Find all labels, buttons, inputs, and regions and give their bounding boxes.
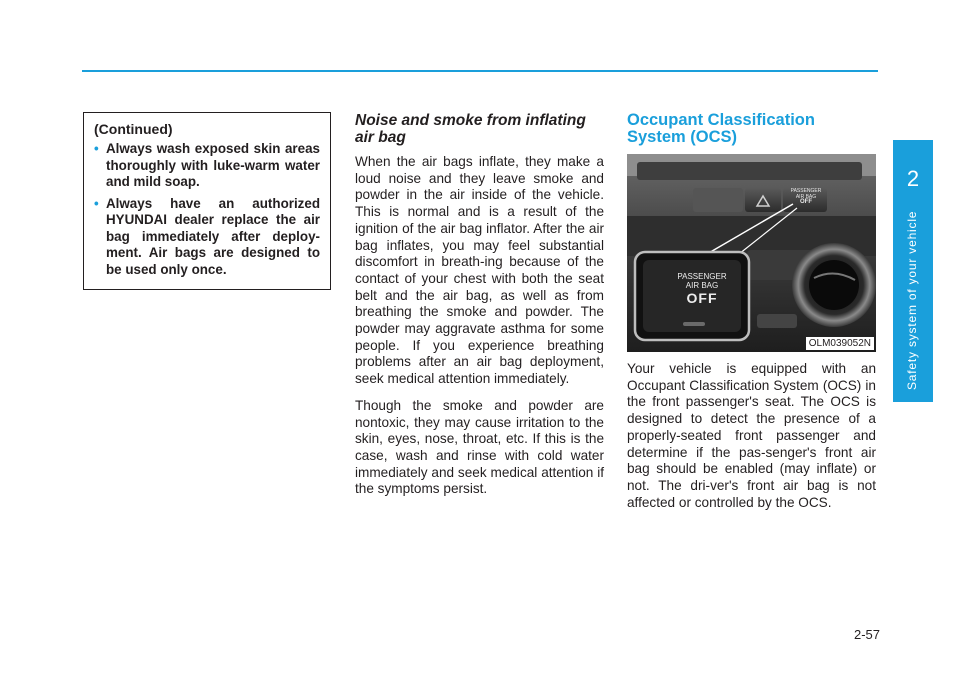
right-column [627,112,876,521]
chapter-title: Safety system of your vehicle [905,210,919,390]
small-airbag-label: PASSENGER AIR BAG OFF [790,188,822,205]
bullet-icon: • [94,195,99,211]
warning-item: • Always have an authorized HYUNDAI dealer replace the air bag immediately after deploy-ment. Air bags are designed to be used only once. [94,195,320,277]
ocs-paragraph: Your vehicle is equipped with an Occupant Classification System (OCS) in the front passenger's seat. The OCS is designed to detect the presence of a properly-seated front passenger and determine if the pas-senger's front air bag should be enabled (may inflate) or not. The dri-ver's front air bag is not affected or controlled by the OCS. [627,361,876,510]
warning-heading: (Continued) [94,121,173,137]
middle-column [355,112,604,508]
warning-list [94,141,320,278]
top-rule [82,70,878,72]
ocs-section-heading: Occupant Classification System (OCS) [627,111,815,146]
chapter-number: 2 [906,166,920,191]
warning-item: • Always wash exposed skin areas thoroughly with luke-warm water and mild soap. [94,141,320,189]
chapter-side-tab [893,140,933,402]
body-paragraph: Though the smoke and powder are nontoxic, they may cause irritation to the skin, eyes, nose, throat, etc. If this is the case, wash and rinse with cold water immediately and seek medical attention if the symptoms persist. [355,397,604,497]
warning-continued-box [83,112,331,290]
page-number: 2-57 [853,627,880,642]
dashboard-illustration [627,154,876,352]
bullet-icon: • [94,141,99,156]
body-paragraph: When the air bags inflate, they make a loud noise and they leave smoke and powder in the air inside of the vehicle. This is normal and is a result of the ignition of the air bag inflator. After the air bag inflates, you may feel substantial discomfort in breath-ing because of the contact of your chest with both the seat belt and the air bag, as well as from breathing the smoke and powder. The powder may aggravate asthma for some people. If you experience breathing problems after an air bag deployment, seek medical attention immediately. [355,154,604,387]
callout-airbag-label: PASSENGER AIR BAG OFF [677,272,727,306]
figure-code-label: OLM039052N [806,337,874,350]
ocs-indicator-figure [627,154,876,352]
noise-smoke-heading: Noise and smoke from inflating air bag [355,112,586,146]
